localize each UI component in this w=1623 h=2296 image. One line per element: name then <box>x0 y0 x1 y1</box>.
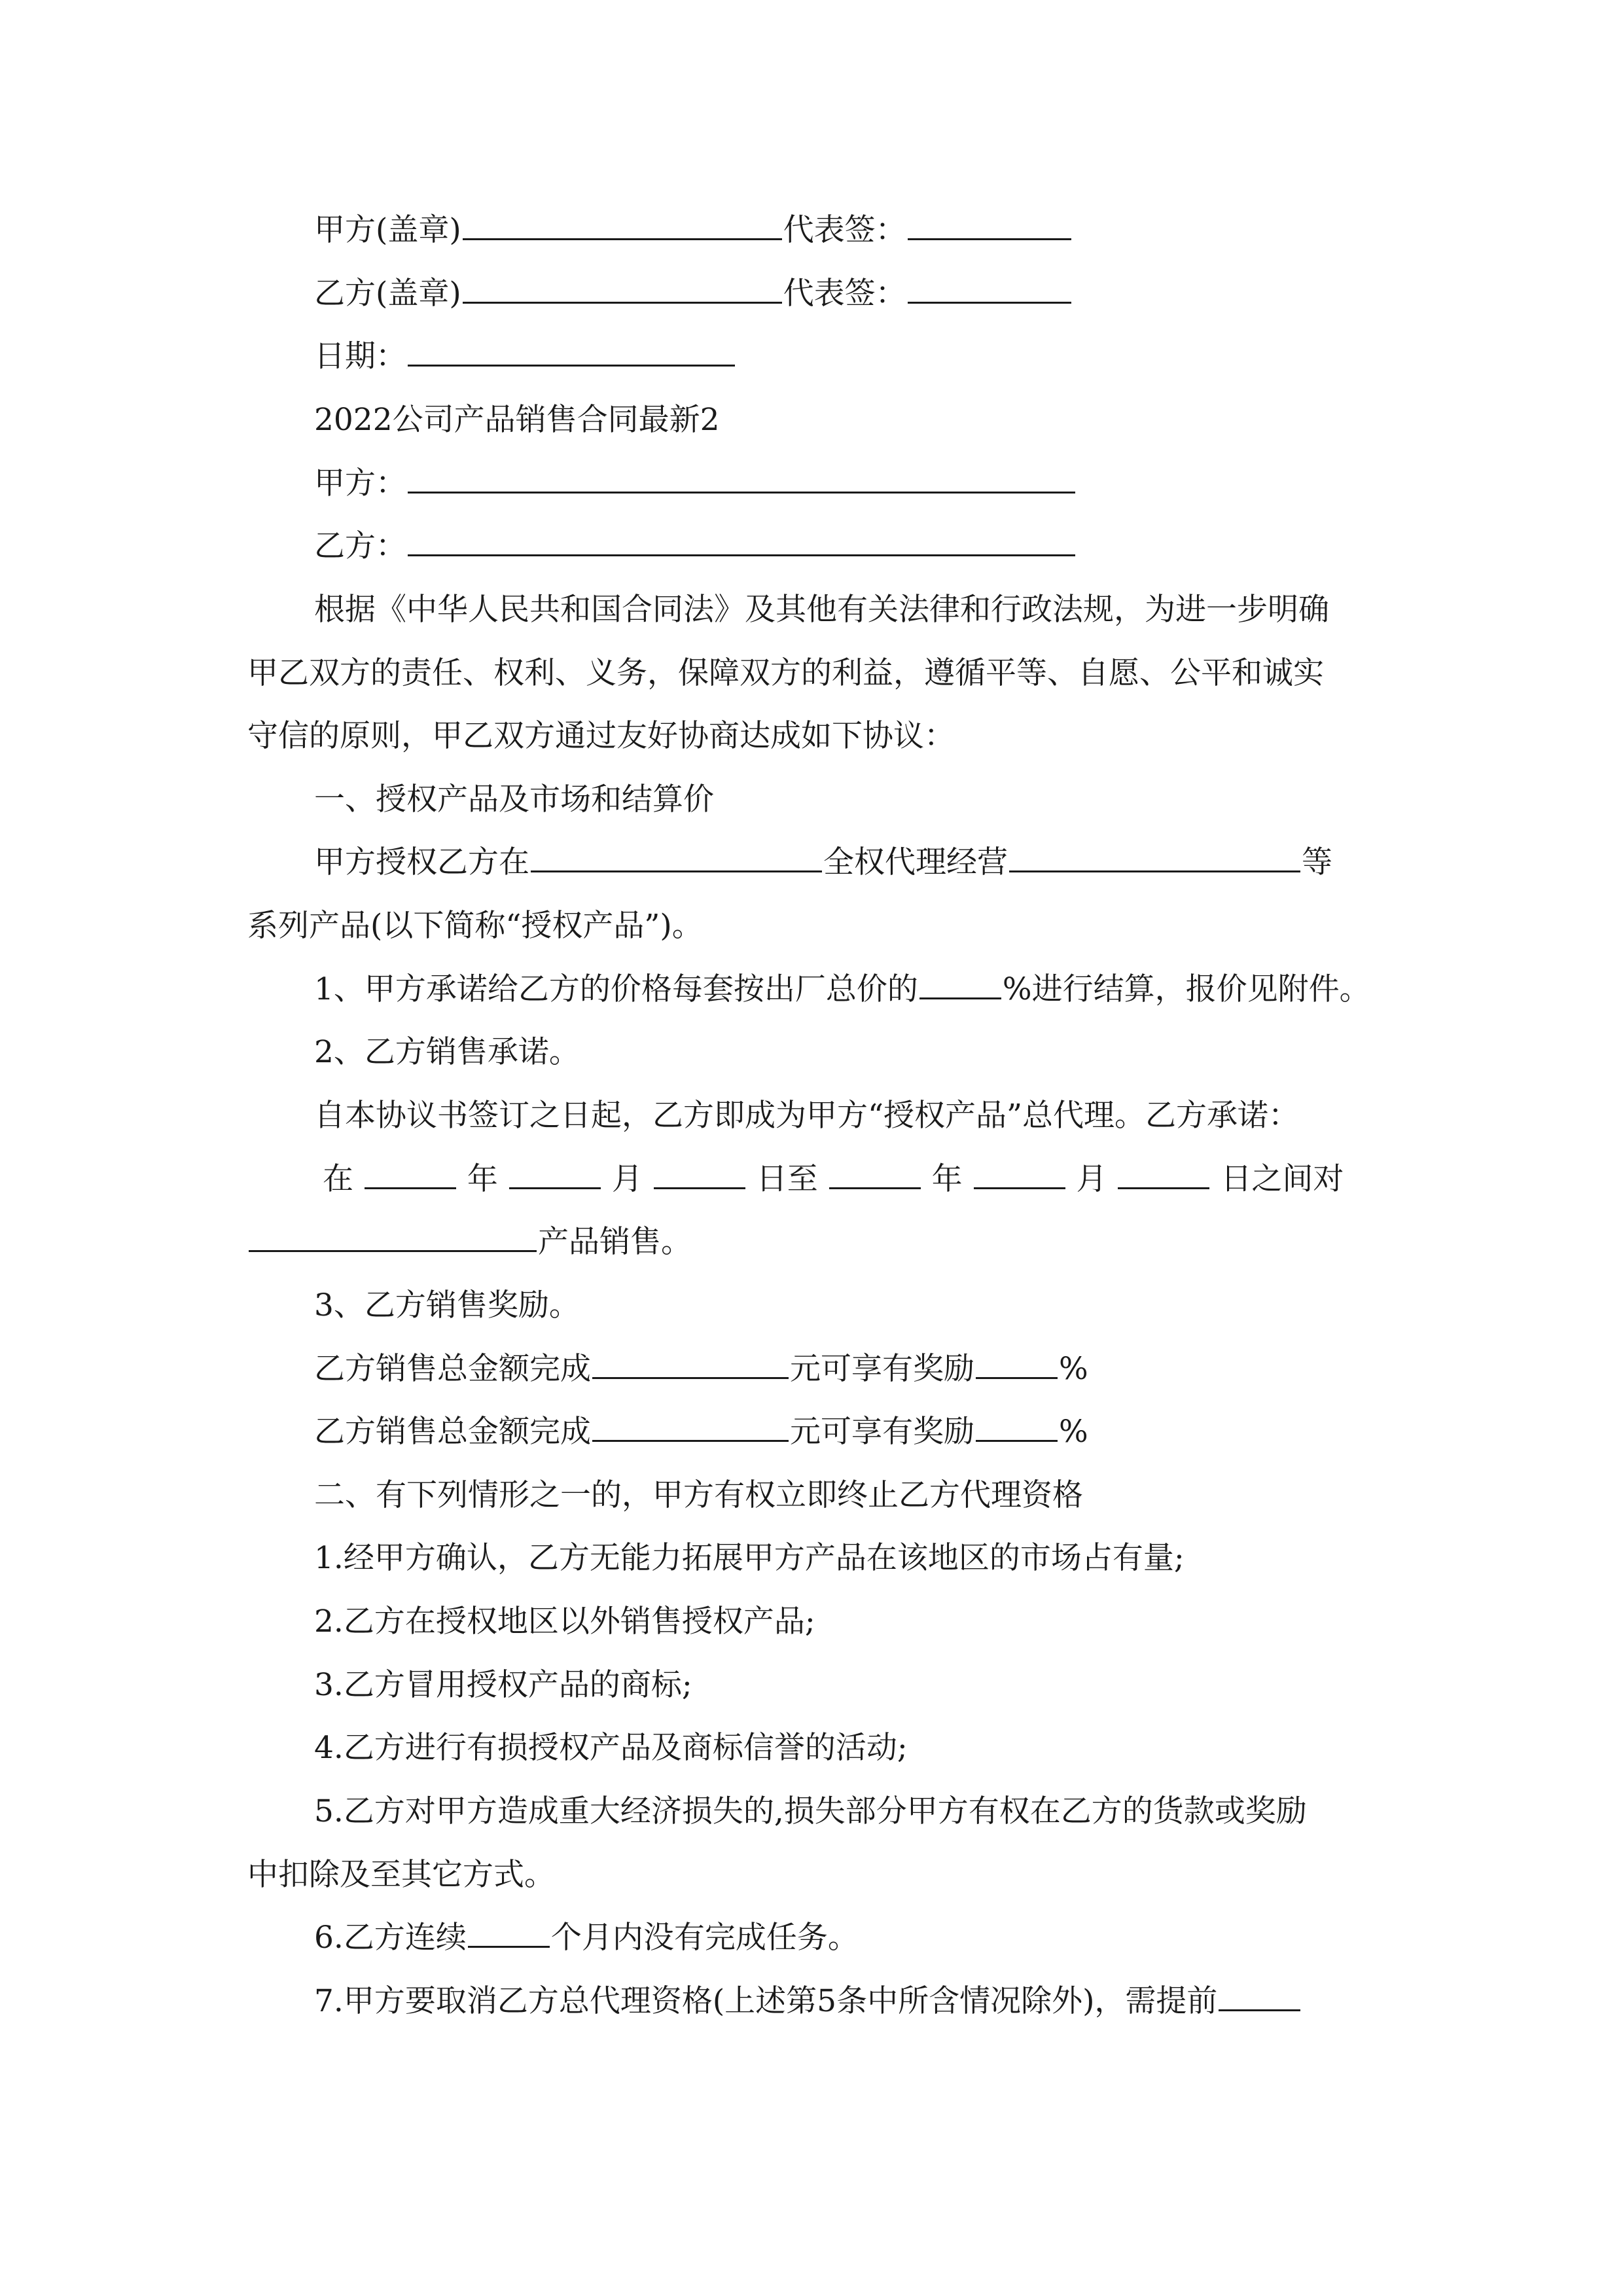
clause-1 <box>314 1526 1623 1591</box>
item-2-line <box>314 1020 1623 1085</box>
reward-2-percent: % <box>1059 1414 1088 1450</box>
preamble-text-3: 守信的原则，甲乙双方通过友好协商达成如下协议： <box>247 718 955 754</box>
reward-line-1 <box>314 1336 1623 1402</box>
period-month-1: 月 <box>611 1161 643 1197</box>
start-year-blank[interactable] <box>365 1148 456 1189</box>
preamble-line-3 <box>247 704 1623 769</box>
authorization-line-2 <box>247 893 1623 959</box>
section-1-heading <box>314 767 1623 833</box>
authorization-text-c: 等 <box>1302 844 1332 880</box>
reward-2-percent-blank[interactable] <box>976 1401 1058 1442</box>
party-b-rep-blank[interactable] <box>908 262 1071 304</box>
promise-line <box>314 1083 1623 1149</box>
clause-3-text: 3.乙方冒用授权产品的商标; <box>314 1667 692 1703</box>
item-1-line <box>314 957 1623 1022</box>
end-day-blank[interactable] <box>1118 1148 1209 1189</box>
clause-4 <box>314 1715 1623 1781</box>
end-year-blank[interactable] <box>829 1148 921 1189</box>
price-percent-blank[interactable] <box>919 958 1001 999</box>
start-month-blank[interactable] <box>509 1148 601 1189</box>
party-a-blank[interactable] <box>408 452 1075 493</box>
clause-2-text: 2.乙方在授权地区以外销售授权产品; <box>314 1604 815 1640</box>
date-label: 日期： <box>314 338 406 374</box>
sales-product-text: 产品销售。 <box>538 1224 692 1260</box>
party-a-rep-blank[interactable] <box>908 199 1071 240</box>
period-day-2: 日之间对 <box>1221 1161 1344 1197</box>
clause-5 <box>314 1779 1623 1844</box>
reward-line-2 <box>314 1399 1623 1465</box>
party-b-blank[interactable] <box>408 515 1075 556</box>
reward-1-text-a: 乙方销售总金额完成 <box>314 1351 591 1387</box>
authorization-line <box>314 830 1623 895</box>
clause-7-text: 7.甲方要取消乙方总代理资格(上述第5条中所含情况除外)，需提前 <box>314 1983 1218 2019</box>
section-2-heading <box>314 1463 1623 1528</box>
reward-2-text-a: 乙方销售总金额完成 <box>314 1414 591 1450</box>
period-year-1: 年 <box>467 1161 498 1197</box>
party-b-seal-blank[interactable] <box>463 262 782 304</box>
contract-title-text: 2022公司产品销售合同最新2 <box>314 402 720 438</box>
sales-product-blank[interactable] <box>249 1211 537 1252</box>
clause-5-text-2: 中扣除及至其它方式。 <box>247 1857 555 1893</box>
product-blank[interactable] <box>1009 831 1300 872</box>
preamble-text-2: 甲乙双方的责任、权利、义务，保障双方的利益，遵循平等、自愿、公平和诚实 <box>247 655 1324 691</box>
party-a-line <box>314 451 1623 516</box>
item-3-text: 3、乙方销售奖励。 <box>314 1287 580 1323</box>
party-a-label: 甲方： <box>314 465 406 501</box>
start-day-blank[interactable] <box>654 1148 745 1189</box>
promise-text: 自本协议书签订之日起，乙方即成为甲方“授权产品”总代理。乙方承诺： <box>314 1098 1300 1134</box>
period-line <box>323 1147 1623 1212</box>
party-a-seal-label: 甲方(盖章) <box>314 212 461 248</box>
period-zai: 在 <box>323 1161 353 1197</box>
party-a-rep-label: 代表签： <box>783 212 906 248</box>
preamble-line-1 <box>314 577 1623 643</box>
period-year-2: 年 <box>931 1161 963 1197</box>
clause-5-text-1: 5.乙方对甲方造成重大经济损失的,损失部分甲方有权在乙方的货款或奖励 <box>314 1793 1307 1829</box>
region-blank[interactable] <box>531 831 822 872</box>
clause-5-cont <box>247 1842 1623 1908</box>
contract-title <box>314 387 1623 453</box>
party-b-seal-label: 乙方(盖章) <box>314 276 461 312</box>
party-b-rep-label: 代表签： <box>783 276 906 312</box>
reward-1-percent: % <box>1059 1351 1088 1387</box>
section-1-heading-text: 一、授权产品及市场和结算价 <box>314 781 714 817</box>
authorization-text-2: 系列产品(以下简称“授权产品”)。 <box>247 908 703 944</box>
end-month-blank[interactable] <box>974 1148 1065 1189</box>
preamble-line-2 <box>247 641 1623 706</box>
clause-6 <box>314 1905 1623 1971</box>
clause-3 <box>314 1653 1623 1718</box>
reward-1-percent-blank[interactable] <box>976 1338 1058 1379</box>
notice-blank[interactable] <box>1219 1970 1300 2011</box>
item-1-text-b: %进行结算，报价见附件。 <box>1002 971 1370 1007</box>
section-2-heading-text: 二、有下列情形之一的，甲方有权立即终止乙方代理资格 <box>314 1477 1083 1513</box>
date-line <box>314 324 1623 389</box>
reward-1-text-b: 元可享有奖励 <box>790 1351 974 1387</box>
period-month-2: 月 <box>1076 1161 1107 1197</box>
reward-1-amount-blank[interactable] <box>592 1338 789 1379</box>
authorization-text-a: 甲方授权乙方在 <box>314 844 529 880</box>
reward-2-amount-blank[interactable] <box>592 1401 789 1442</box>
party-b-line <box>314 514 1623 579</box>
clause-1-text: 1.经甲方确认，乙方无能力拓展甲方产品在该地区的市场占有量; <box>314 1540 1185 1576</box>
sales-product-line <box>247 1210 1623 1275</box>
party-a-seal-blank[interactable] <box>463 199 782 240</box>
clause-7 <box>314 1969 1623 2034</box>
clause-4-text: 4.乙方进行有损授权产品及商标信誉的活动; <box>314 1730 908 1766</box>
period-day-1: 日至 <box>756 1161 818 1197</box>
preamble-text-1: 根据《中华人民共和国合同法》及其他有关法律和行政法规，为进一步明确 <box>314 592 1329 628</box>
item-2-text: 2、乙方销售承诺。 <box>314 1034 580 1070</box>
clause-6-text-b: 个月内没有完成任务。 <box>550 1920 859 1956</box>
date-blank[interactable] <box>408 325 735 367</box>
item-1-text-a: 1、甲方承诺给乙方的价格每套按出厂总价的 <box>314 971 918 1007</box>
party-b-seal-line <box>314 261 1623 327</box>
months-blank[interactable] <box>468 1907 550 1948</box>
authorization-text-b: 全权代理经营 <box>823 844 1008 880</box>
item-3-line <box>314 1273 1623 1338</box>
reward-2-text-b: 元可享有奖励 <box>790 1414 974 1450</box>
party-a-seal-line <box>314 198 1623 263</box>
clause-6-text-a: 6.乙方连续 <box>314 1920 467 1956</box>
clause-2 <box>314 1589 1623 1655</box>
party-b-label: 乙方： <box>314 528 406 564</box>
